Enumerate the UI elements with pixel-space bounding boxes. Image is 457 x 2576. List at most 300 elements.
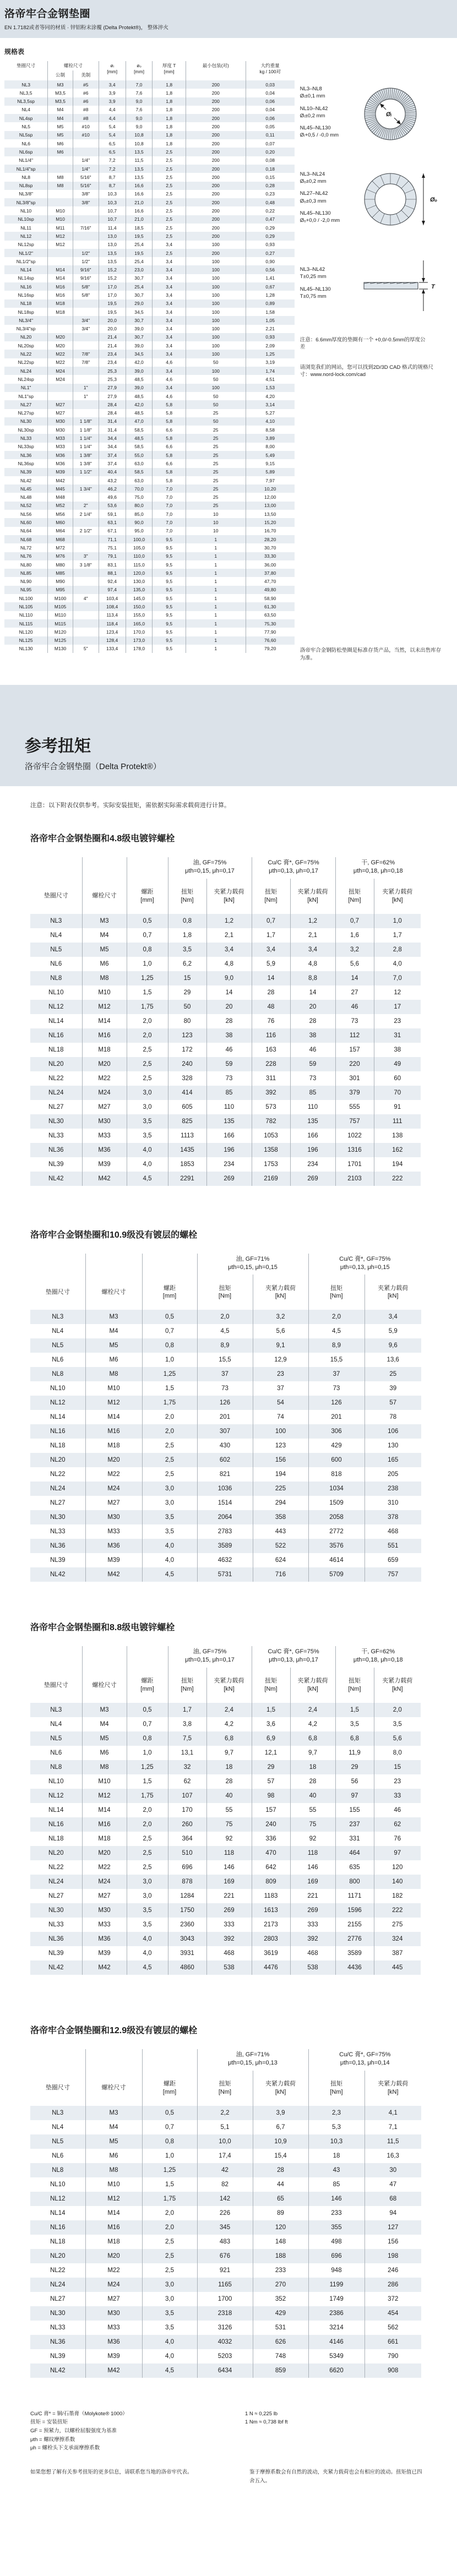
cell: 100 [186,350,246,358]
table-row [4,206,295,215]
cell: 3,2 [335,943,374,957]
cell: 17,4 [197,2149,253,2163]
cell: 200 [186,122,246,130]
cell: 1514 [197,1496,253,1510]
cell: 162 [374,1143,421,1157]
cell: 1,6 [335,928,374,943]
cell: 100 [186,299,246,308]
tol-range: NL3–NL24 [300,171,325,177]
cell: 4,5 [127,1172,168,1186]
cell: 100 [186,341,246,350]
cell: 25 [186,502,246,510]
cell: 7,2 [99,156,126,165]
cell: 46 [290,1043,335,1057]
table-row [4,645,295,653]
table-row [4,502,295,510]
cell: 483 [197,2235,253,2249]
cell: 42 [197,2163,253,2177]
cell: 310 [364,1496,421,1510]
cell: 3 1/8" [73,560,99,569]
cell: 4,5 [197,1324,253,1338]
cell: NL18 [50,1442,66,1450]
cell: 148 [253,2235,308,2249]
cell: 28 [290,1774,335,1789]
table-row [30,1424,421,1439]
spec-table [4,61,295,653]
cell: 13,0 [99,232,126,240]
torque-section-title: 参考扭矩 [25,737,91,755]
cell: 3,5 [168,943,206,957]
cell: 5,6 [335,957,374,971]
cell: 11,4 [99,224,126,232]
cell: 0,93 [246,333,295,341]
cell: M24 [48,375,73,383]
cell: 2318 [197,2306,253,2321]
torque-section-subtitle: 洛帝牢合金钢垫圈（Delta Protekt®） [25,762,161,771]
cell: 0,08 [246,156,295,165]
cell [73,341,99,350]
cell: 3,0 [142,1482,197,1496]
cell: 48,5 [126,409,153,417]
cell: 5,6 [253,1324,308,1338]
cell: 3/4" [73,316,99,324]
cell: 328 [168,1071,206,1086]
cell: NL64 [20,528,32,534]
cell: 921 [197,2263,253,2278]
cell: M90 [48,577,73,585]
cell: NL1/4" [19,157,33,164]
cell: 12,1 [252,1746,290,1760]
cell: 16,3 [364,2149,421,2163]
cell: 5,8 [153,451,186,459]
cell: 9,5 [153,636,186,645]
cell: 6,8 [290,1731,335,1746]
cell: 23 [374,1774,421,1789]
cell: 10,9 [253,2134,308,2149]
cell: 105,0 [126,543,153,552]
cell [73,569,99,577]
cell: 0,7 [335,914,374,928]
table-row [30,914,421,928]
cell: 818 [308,1467,364,1482]
table-row [4,611,295,619]
cell: 194 [253,1467,308,1482]
group-cu-c-paste: Cu/C 膏*, GF=75% μth=0,13, μh=0,15 [308,1254,421,1275]
tol-value: T±0,75 mm [300,293,327,299]
table-row [4,636,295,645]
cell: 200 [186,173,246,181]
cell: NL110 [19,612,33,618]
cell: 43 [308,2163,364,2177]
cell: 5,6 [374,1731,421,1746]
cell: 57 [252,1774,290,1789]
cell: 47,70 [246,577,295,585]
table-row [30,1774,421,1789]
cell: M8 [48,182,73,190]
cell: M10 [85,2177,142,2192]
cell: 562 [364,2321,421,2335]
cell: M33 [85,2321,142,2335]
cell [48,190,73,198]
cell: 27,9 [99,392,126,400]
cell: NL36 [48,1146,64,1153]
definition-item: μth = 螺纹摩擦系数 [30,2436,75,2443]
col-torque: 扭矩 [Nm] [308,2071,364,2106]
cell: 624 [253,1553,308,1567]
cell: 1,25 [246,350,295,358]
cell: 3,5 [142,2321,197,2335]
cell: 38 [206,1028,252,1043]
cell: 7,0 [153,493,186,501]
cell: 58,90 [246,594,295,602]
cell: 3214 [308,2321,364,2335]
cell: 28,4 [99,409,126,417]
cell: 3931 [168,1946,206,1960]
cell: M5 [82,1731,127,1746]
cell: 4,0 [142,1553,197,1567]
cell: M18 [85,2235,142,2249]
cell: NL33 [20,435,32,442]
cell: NL10 [50,2181,66,2188]
cell [73,215,99,224]
cell: 355 [308,2220,364,2235]
cell: NL27 [50,1500,66,1507]
cell: 14 [252,971,290,985]
cell: 2,0 [142,2206,197,2220]
cell: 14 [206,985,252,1000]
cell: NL130 [19,646,33,652]
table-row [4,619,295,628]
cell: 3,4 [153,316,186,324]
cell: 800 [335,1875,374,1889]
cell: 30,7 [126,274,153,282]
cell: 140 [374,1875,421,1889]
cell: M6 [48,139,73,148]
cell: 1199 [308,2278,364,2292]
cell: M10 [48,215,73,224]
cell: 201 [308,1410,364,1424]
cell: 4,51 [246,375,295,383]
cell: M27 [82,1100,127,1114]
cell: 18,5 [126,224,153,232]
cell: M16 [82,1028,127,1043]
cell: M42 [82,1960,127,1975]
cell: 3,9 [99,97,126,106]
table-row [30,1703,421,1717]
group-oil: 油, GF=71% μth=0,15, μh=0,15 [197,1254,308,1275]
table-row [30,2363,421,2378]
cell: M105 [48,602,73,611]
cell: 188 [253,2249,308,2263]
cell: M14 [82,1014,127,1028]
cell: 46 [206,1043,252,1057]
cell: 110 [206,1100,252,1114]
cell: M3 [85,1310,142,1324]
cell: 54 [253,1396,308,1410]
cell: 3,19 [246,358,295,367]
cell: 76,60 [246,636,295,645]
cell: #6 [73,89,99,97]
cell: 333 [206,1918,252,1932]
table-row [4,560,295,569]
cell: 222 [374,1172,421,1186]
cell: 859 [253,2363,308,2378]
cell: 6620 [308,2363,364,2378]
cell: 2,5 [153,190,186,198]
cell: NL10 [48,989,64,996]
cell: 30,7 [126,316,153,324]
cell: 16,6 [126,182,153,190]
table-row [4,265,295,274]
cell: M30 [82,1903,127,1918]
spec-section [0,61,457,664]
cell: 16,6 [126,206,153,215]
cell: 2,0 [127,1817,168,1832]
cell: NL1/2" [19,250,33,256]
cell: 9,5 [153,577,186,585]
table-row [4,518,295,526]
table-row [30,1396,421,1410]
cell: 97 [335,1789,374,1803]
cell: 34,4 [99,443,126,451]
cell: 0,11 [246,131,295,139]
cell: NL56 [20,511,32,517]
cell: M14 [85,1410,142,1424]
cell: 9,5 [153,628,186,636]
cell: 3,6 [252,1717,290,1731]
definition-item: GF = 预紧力，以螺栓屈服强度为基准 [30,2428,117,2435]
col-torque: 扭矩 [Nm] [197,2071,253,2106]
cell: NL115 [19,620,33,627]
cell: NL33 [48,1132,64,1139]
cell: 200 [186,249,246,257]
cell: 1 1/8" [73,417,99,426]
table-row [4,535,295,543]
cell: 58,5 [126,443,153,451]
tol-range: NL27–NL42 [300,190,328,197]
cell: 3,5 [335,1717,374,1731]
cell: 3619 [252,1946,290,1960]
cell: 5,4 [99,131,126,139]
cell: 10,3 [308,2134,364,2149]
cell [73,611,99,619]
cell: NL14 [50,1414,66,1421]
col-torque: 扭矩 [Nm] [252,879,290,914]
cell: 178,0 [126,645,153,653]
table-row [4,358,295,367]
cell: 12,9 [253,1353,308,1367]
cell: 4,6 [153,392,186,400]
cell: 73 [197,1381,253,1396]
cell: 429 [308,1439,364,1453]
cell: 100 [186,316,246,324]
cell [73,476,99,484]
cell: 30 [364,2163,421,2177]
cell: NL48 [20,494,32,500]
cell: NL6 [52,1357,64,1364]
cell: 3" [73,552,99,560]
cell: 1 [186,636,246,645]
cell: NL30 [48,1907,64,1914]
cell: 3,0 [142,1496,197,1510]
cell: #10 [73,131,99,139]
cell: NL60 [20,520,32,526]
cell: M12 [48,241,73,249]
table-row [30,957,421,971]
table-row [4,249,295,257]
table-row [4,241,295,249]
cell: M11 [48,224,73,232]
cell: M22 [85,2263,142,2278]
cell: 15,4 [253,2149,308,2163]
cell: 748 [253,2349,308,2363]
cell: NL4 [52,1328,64,1335]
table-row [30,1539,421,1553]
cad-download-note: 请浏览我们的网站，您可以找到2D/3D CAD 格式的规格尺寸：www.nord-lock.com/cad [300,364,433,378]
cell: M5 [48,122,73,130]
cell: 13,0 [99,241,126,249]
cell: 333 [290,1918,335,1932]
table-row [4,232,295,240]
cell: 100 [186,265,246,274]
cell: M33 [82,1918,127,1932]
cell: 200 [186,139,246,148]
table-row [30,1086,421,1100]
cell: 468 [364,1524,421,1539]
cell: M24 [48,367,73,375]
cell: 142 [197,2192,253,2206]
cell: 61,30 [246,602,295,611]
cell: 4,5 [142,1567,197,1582]
cell: 95,0 [126,527,153,535]
cell: 170,0 [126,628,153,636]
cell: 71,1 [99,535,126,543]
cell: 63,1 [99,518,126,526]
tol-value: T±0,25 mm [300,274,327,280]
cell: 75 [206,1817,252,1832]
cell: 118 [206,1846,252,1860]
cell: M6 [48,148,73,156]
cell: 5203 [197,2349,253,2363]
cell: 3,4 [290,943,335,957]
cell: 7/8" [73,350,99,358]
tol-value: Øₒ+0,0 / -2,0 mm [300,217,340,224]
cell: 5/8" [73,282,99,291]
cell: 0,48 [246,198,295,206]
cell: 1613 [252,1903,290,1918]
cell: M16 [48,291,73,299]
cell: 194 [374,1157,421,1172]
cell: M42 [85,2363,142,2378]
cell: 200 [186,232,246,240]
cell: 7,0 [153,484,186,493]
cell: 1/4" [73,156,99,165]
cell: 221 [290,1889,335,1903]
table-row [30,1324,421,1338]
cell: 85 [308,2177,364,2192]
cell: 3,5 [142,1524,197,1539]
col-clamp-load: 夹紧力载荷 [kN] [374,1668,421,1703]
cell: 5,4 [99,122,126,130]
cell: 1,75 [127,1789,168,1803]
cell: NL39 [50,1557,66,1564]
torque-table-section-12-9 [0,2023,457,2378]
cell: 3,0 [127,1889,168,1903]
torque-table-header [30,857,421,914]
cell: 1 [186,535,246,543]
table-row [4,510,295,518]
cell: NL12 [48,1003,64,1010]
cell: 6,8 [335,1731,374,1746]
cell: NL14 [50,2209,66,2216]
cell [73,586,99,594]
cell: 47 [364,2177,421,2192]
cell: NL6 [52,2152,64,2159]
table-row [30,2192,421,2206]
cell: 40 [206,1789,252,1803]
cell: M10 [85,1381,142,1396]
cell: 157 [335,1043,374,1057]
cell: 53,6 [99,502,126,510]
table-row [30,2278,421,2292]
cell: NL14 [20,267,32,273]
cell: NL24sp [18,376,34,382]
cell: NL20 [50,1457,66,1464]
torque-table-body [30,2106,421,2378]
table-row [30,2235,421,2249]
cell: NL33 [50,1528,66,1535]
cell: 37 [253,1381,308,1396]
cell: 9,5 [153,645,186,653]
cell: NL39 [20,469,32,475]
cell: 2783 [197,1524,253,1539]
cell: 9,5 [153,552,186,560]
cell: NL27sp [18,410,34,416]
table-row [4,325,295,333]
cell: 0,07 [246,139,295,148]
cell: 661 [364,2335,421,2349]
cell: 3,0 [127,1086,168,1100]
cell: 1" [73,392,99,400]
cell: 1183 [252,1889,290,1903]
cell: 200 [186,215,246,224]
table-row [30,2321,421,2335]
cell: 31,4 [99,426,126,434]
cell: NL12 [48,1793,64,1800]
cell [73,619,99,628]
col-us: 美制 [73,70,99,80]
cell: M14 [48,274,73,282]
cell: 0,18 [246,165,295,173]
table-row [4,443,295,451]
cell: 2058 [308,1510,364,1524]
cell: 696 [168,1860,206,1875]
group-cu-c-paste: Cu/C 膏*, GF=75% μth=0,13, μh=0,17 [252,857,335,879]
cell: NL12 [50,2195,66,2202]
cell: 110,0 [126,552,153,560]
cell: NL16 [50,1428,66,1435]
cell: 5731 [197,1567,253,1582]
cell: 1" [73,384,99,392]
table-row [30,928,421,943]
cell: M10 [48,206,73,215]
cell: 103,4 [99,594,126,602]
cell: M56 [48,510,73,518]
cell: 205 [364,1467,421,1482]
cell: 9,5 [153,586,186,594]
col-approx-weight: 大约重量 kg / 100对 [246,61,295,80]
table-row [30,2120,421,2134]
